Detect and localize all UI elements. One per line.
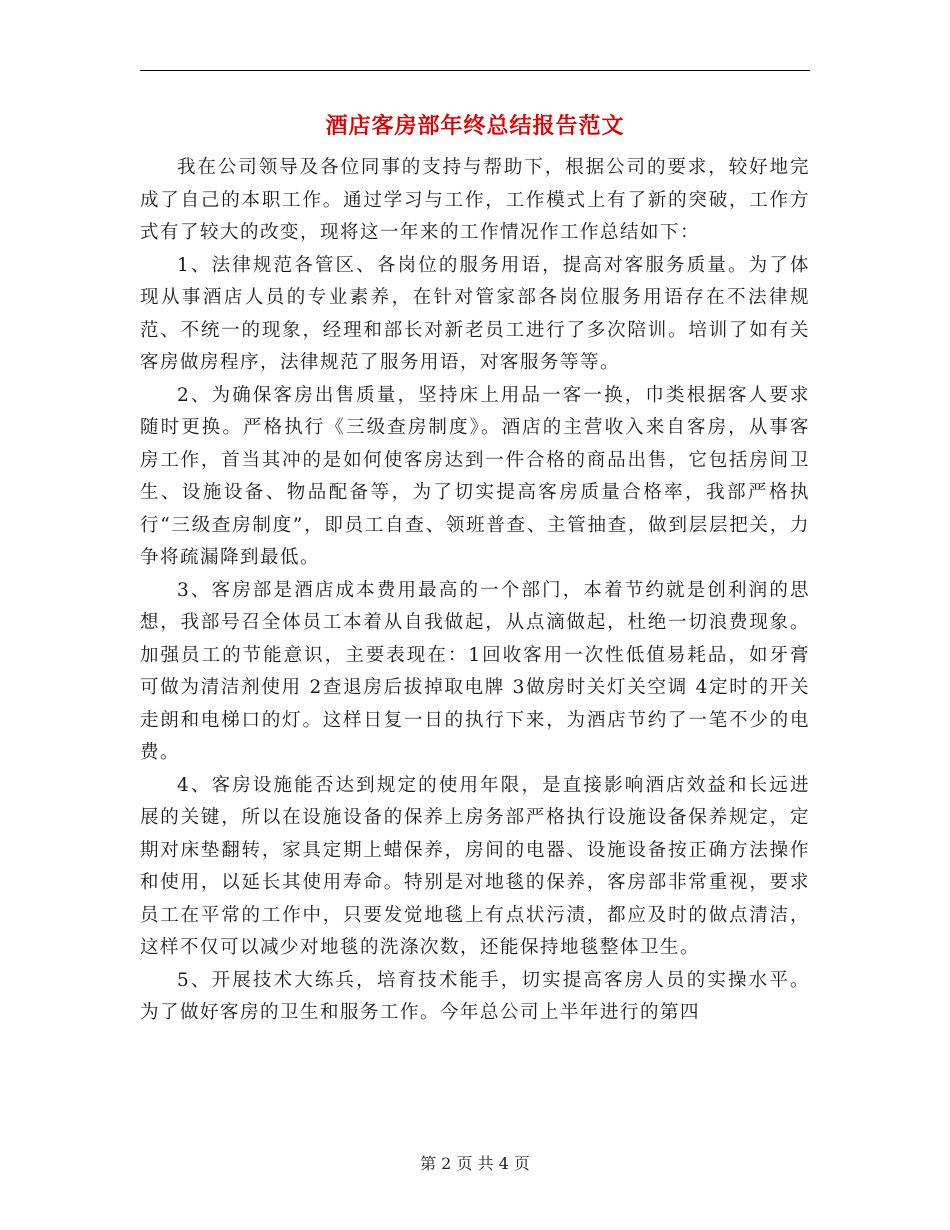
page-number-footer: 第 2 页 共 4 页 — [420, 1154, 530, 1173]
paragraph-item-3: 3、客房部是酒店成本费用最高的一个部门，本着节约就是创利润的思想，我部号召全体员工本着从自我做起，从点滴做起，杜绝一切浪费现象。加强员工的节能意识，主要表现在：1回收客用一次性低值易耗品，如牙膏可做为清洁剂使用 2查退房后拔掉取电牌 3做房时关灯关空调 4定时的开关走朗和电梯口的灯。这样日复一日的执行下来，为酒店节约了一笔不少的电费。 — [140, 579, 810, 763]
header-rule — [140, 70, 810, 71]
paragraph-item-5: 5、开展技术大练兵，培育技术能手，切实提高客房人员的实操水平。为了做好客房的卫生和服务工作。今年总公司上半年进行的第四 — [140, 969, 810, 1023]
paragraph-item-2: 2、为确保客房出售质量，坚持床上用品一客一换，巾类根据客人要求随时更换。严格执行《三级查房制度》。酒店的主营收入来自客房，从事客房工作，首当其冲的是如何使客房达到一件合格的商品出售，它包括房间卫生、设施设备、物品配备等，为了切实提高客房质量合格率，我部严格执行“三级查房制度”，即员工自查、领班普查、主管抽查，做到层层把关，力争将疏漏降到最低。 — [140, 384, 810, 568]
document-body — [140, 152, 810, 1030]
paragraph-item-4: 4、客房设施能否达到规定的使用年限，是直接影响酒店效益和长远进展的关键，所以在设施设备的保养上房务部严格执行设施设备保养规定，定期对床垫翻转，家具定期上蜡保养，房间的电器、设施设备按正确方法操作和使用，以延长其使用寿命。特别是对地毯的保养，客房部非常重视，要求员工在平常的工作中，只要发觉地毯上有点状污渍，都应及时的做点清洁，这样不仅可以减少对地毯的洗涤次数，还能保持地毯整体卫生。 — [140, 774, 810, 958]
paragraph-item-1: 1、法律规范各管区、各岗位的服务用语，提高对客服务质量。为了体现从事酒店人员的专业素养，在针对管家部各岗位服务用语存在不法律规范、不统一的现象，经理和部长对新老员工进行了多次陪训。培训了如有关客房做房程序，法律规范了服务用语，对客服务等等。 — [140, 254, 810, 373]
paragraph-intro: 我在公司领导及各位同事的支持与帮助下，根据公司的要求，较好地完成了自己的本职工作。通过学习与工作，工作模式上有了新的突破，工作方式有了较大的改变，现将这一年来的工作情况作工作总结如下： — [140, 157, 810, 243]
document-title: 酒店客房部年终总结报告范文 — [325, 113, 625, 139]
